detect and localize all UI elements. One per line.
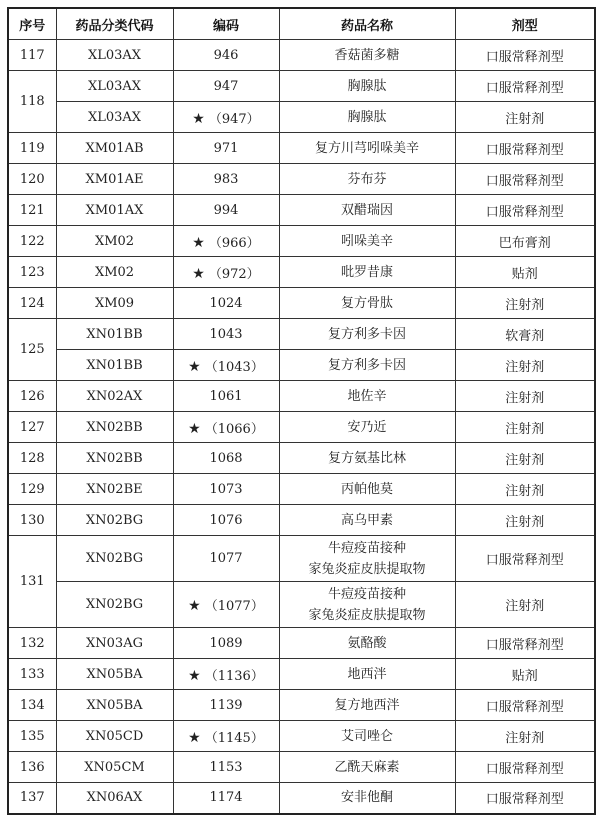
code-value: 1174: [209, 790, 243, 806]
cell-seq: 130: [8, 505, 56, 536]
drug-name-line: 氨酪酸: [347, 635, 387, 651]
cell-drug-name: [279, 412, 455, 443]
table-row: [8, 721, 595, 752]
drug-name-line: 复方利多卡因: [327, 357, 406, 373]
table-row: [8, 319, 595, 350]
star-icon: ★: [188, 729, 201, 746]
cell-class-code: XM09: [56, 288, 173, 319]
cell-dosage-form: 注射剂: [455, 505, 595, 536]
code-value: 1077: [209, 551, 243, 566]
cell-code: [173, 474, 279, 505]
cell-class-code: XL03AX: [56, 71, 173, 102]
code-value: （966）: [208, 235, 260, 251]
cell-class-code: XL03AX: [56, 102, 173, 133]
table-row: [8, 102, 595, 133]
drug-name-line: 艾司唑仑: [340, 728, 393, 744]
header-dosage-form: 剂型: [455, 8, 595, 40]
cell-drug-name: [279, 381, 455, 412]
cell-class-code: XM02: [56, 226, 173, 257]
cell-seq: 132: [8, 628, 56, 659]
cell-drug-name: [279, 783, 455, 814]
drug-name-line: 牛痘疫苗接种: [327, 540, 406, 556]
cell-seq: 123: [8, 257, 56, 288]
table-row: [8, 288, 595, 319]
cell-code: [173, 443, 279, 474]
cell-drug-name: [279, 474, 455, 505]
cell-dosage-form: 口服常释剂型: [455, 40, 595, 71]
cell-seq: 119: [8, 133, 56, 164]
star-icon: ★: [188, 358, 201, 375]
cell-drug-name: [279, 659, 455, 690]
code-value: （1066）: [204, 421, 264, 437]
cell-code: [173, 102, 279, 133]
cell-code: [173, 690, 279, 721]
code-value: 1139: [209, 697, 243, 713]
cell-seq: 136: [8, 752, 56, 783]
cell-drug-name: [279, 133, 455, 164]
table-row: [8, 628, 595, 659]
cell-seq: 122: [8, 226, 56, 257]
star-icon: ★: [188, 420, 201, 437]
table-row: [8, 40, 595, 71]
cell-drug-name: [279, 350, 455, 381]
cell-code: [173, 40, 279, 71]
table-row: [8, 690, 595, 721]
header-seq: 序号: [8, 8, 56, 40]
cell-code: [173, 257, 279, 288]
code-value: （1077）: [204, 599, 264, 614]
cell-class-code: XL03AX: [56, 40, 173, 71]
cell-class-code: XN02BB: [56, 412, 173, 443]
cell-class-code: XM01AE: [56, 164, 173, 195]
cell-drug-name: [279, 690, 455, 721]
cell-dosage-form: 口服常释剂型: [455, 536, 595, 582]
cell-code: [173, 628, 279, 659]
table-row: [8, 536, 595, 582]
cell-code: [173, 659, 279, 690]
cell-class-code: XM01AB: [56, 133, 173, 164]
table-row: [8, 505, 595, 536]
cell-dosage-form: 贴剂: [455, 257, 595, 288]
drug-name-line: 复方川芎吲哚美辛: [314, 140, 419, 156]
drug-name-line: 胸腺肽: [347, 109, 387, 125]
code-value: 983: [213, 171, 239, 187]
code-value: （1043）: [204, 359, 264, 375]
drug-name-line: 家兔炎症皮肤提取物: [308, 561, 426, 577]
cell-code: [173, 783, 279, 814]
cell-seq: 120: [8, 164, 56, 195]
cell-class-code: XN05CM: [56, 752, 173, 783]
cell-code: [173, 505, 279, 536]
code-value: 1073: [209, 481, 243, 497]
drug-name-line: 地西泮: [347, 666, 387, 682]
cell-dosage-form: 口服常释剂型: [455, 133, 595, 164]
cell-class-code: XN02BG: [56, 582, 173, 628]
cell-dosage-form: 注射剂: [455, 381, 595, 412]
cell-dosage-form: 注射剂: [455, 474, 595, 505]
cell-dosage-form: 口服常释剂型: [455, 628, 595, 659]
cell-seq: 137: [8, 783, 56, 814]
code-value: 1068: [209, 450, 243, 466]
cell-drug-name: [279, 102, 455, 133]
cell-code: [173, 412, 279, 443]
drug-name-line: 香菇菌多糖: [334, 47, 400, 63]
code-value: 1024: [209, 295, 243, 311]
table-row: [8, 350, 595, 381]
cell-seq: 134: [8, 690, 56, 721]
star-icon: ★: [192, 110, 205, 127]
header-class-code: 药品分类代码: [56, 8, 173, 40]
cell-class-code: XN05BA: [56, 659, 173, 690]
cell-dosage-form: 注射剂: [455, 443, 595, 474]
cell-seq: 133: [8, 659, 56, 690]
cell-class-code: XN02BE: [56, 474, 173, 505]
cell-drug-name: [279, 40, 455, 71]
cell-dosage-form: 巴布膏剂: [455, 226, 595, 257]
drug-name-line: 安乃近: [347, 419, 387, 435]
cell-drug-name: [279, 505, 455, 536]
cell-code: [173, 350, 279, 381]
header-code: 编码: [173, 8, 279, 40]
cell-drug-name: [279, 226, 455, 257]
cell-drug-name: [279, 443, 455, 474]
table-row: [8, 257, 595, 288]
cell-class-code: XN02AX: [56, 381, 173, 412]
cell-dosage-form: 贴剂: [455, 659, 595, 690]
cell-class-code: XN02BG: [56, 505, 173, 536]
cell-class-code: XN02BB: [56, 443, 173, 474]
cell-seq: 117: [8, 40, 56, 71]
cell-class-code: XM02: [56, 257, 173, 288]
table-row: [8, 71, 595, 102]
drug-name-line: 丙帕他莫: [340, 481, 393, 497]
table-row: [8, 474, 595, 505]
cell-dosage-form: 注射剂: [455, 102, 595, 133]
cell-code: [173, 71, 279, 102]
cell-dosage-form: 口服常释剂型: [455, 783, 595, 814]
code-value: （1145）: [204, 730, 264, 746]
code-value: 946: [213, 47, 239, 63]
drug-name-line: 安非他酮: [340, 790, 393, 806]
table-row: [8, 783, 595, 814]
cell-seq: 131: [8, 536, 56, 628]
cell-dosage-form: 注射剂: [455, 721, 595, 752]
code-value: （1136）: [204, 668, 264, 684]
drug-name-line: 牛痘疫苗接种: [327, 586, 406, 602]
code-value: 1089: [209, 635, 243, 651]
cell-code: [173, 536, 279, 582]
cell-code: [173, 164, 279, 195]
cell-seq: 125: [8, 319, 56, 381]
drug-name-line: 复方地西泮: [334, 697, 400, 713]
drug-name-line: 吲哚美辛: [340, 233, 393, 249]
drug-name-line: 吡罗昔康: [340, 264, 393, 280]
table-row: [8, 659, 595, 690]
cell-class-code: XM01AX: [56, 195, 173, 226]
cell-seq: 127: [8, 412, 56, 443]
code-value: （972）: [208, 266, 260, 282]
drug-name-line: 复方骨肽: [340, 295, 393, 311]
cell-class-code: XN06AX: [56, 783, 173, 814]
code-value: 947: [213, 78, 239, 94]
cell-drug-name: [279, 752, 455, 783]
drug-name-line: 双醋瑞因: [340, 202, 393, 218]
cell-class-code: XN01BB: [56, 350, 173, 381]
code-value: 1061: [209, 388, 243, 404]
cell-dosage-form: 注射剂: [455, 412, 595, 443]
drug-name-line: 高乌甲素: [340, 512, 393, 528]
drug-name-line: 复方利多卡因: [327, 326, 406, 342]
cell-dosage-form: 注射剂: [455, 288, 595, 319]
cell-drug-name: [279, 288, 455, 319]
cell-seq: 128: [8, 443, 56, 474]
table-body: [8, 40, 595, 814]
cell-drug-name: [279, 582, 455, 628]
cell-seq: 135: [8, 721, 56, 752]
drug-name-line: 胸腺肽: [347, 78, 387, 94]
cell-dosage-form: 软膏剂: [455, 319, 595, 350]
table-row: [8, 381, 595, 412]
drug-name-line: 芬布芬: [347, 171, 387, 187]
cell-code: [173, 752, 279, 783]
cell-drug-name: [279, 71, 455, 102]
cell-code: [173, 195, 279, 226]
cell-drug-name: [279, 319, 455, 350]
cell-code: [173, 319, 279, 350]
cell-seq: 124: [8, 288, 56, 319]
cell-code: [173, 133, 279, 164]
table-row: [8, 582, 595, 628]
cell-drug-name: [279, 536, 455, 582]
code-value: 1076: [209, 512, 243, 528]
table-row: [8, 443, 595, 474]
cell-code: [173, 226, 279, 257]
cell-code: [173, 381, 279, 412]
cell-class-code: XN05CD: [56, 721, 173, 752]
cell-dosage-form: 口服常释剂型: [455, 690, 595, 721]
cell-seq: 129: [8, 474, 56, 505]
cell-dosage-form: 口服常释剂型: [455, 752, 595, 783]
table-row: [8, 133, 595, 164]
code-value: 994: [213, 202, 239, 218]
cell-seq: 126: [8, 381, 56, 412]
drug-name-line: 家兔炎症皮肤提取物: [308, 607, 426, 623]
cell-drug-name: [279, 628, 455, 659]
cell-seq: 121: [8, 195, 56, 226]
star-icon: ★: [192, 265, 205, 282]
code-value: 1043: [209, 326, 243, 342]
cell-class-code: XN03AG: [56, 628, 173, 659]
star-icon: ★: [188, 667, 201, 684]
table-row: [8, 412, 595, 443]
table-row: [8, 752, 595, 783]
table-row: [8, 195, 595, 226]
star-icon: ★: [188, 598, 201, 614]
table-row: [8, 226, 595, 257]
code-value: 971: [213, 140, 239, 156]
cell-seq: 118: [8, 71, 56, 133]
star-icon: ★: [192, 234, 205, 251]
drug-name-line: 复方氨基比林: [327, 450, 406, 466]
code-value: 1153: [209, 759, 243, 775]
drug-catalog-table: [7, 7, 596, 815]
cell-code: [173, 288, 279, 319]
cell-drug-name: [279, 721, 455, 752]
cell-code: [173, 721, 279, 752]
cell-class-code: XN05BA: [56, 690, 173, 721]
code-value: （947）: [208, 111, 260, 127]
cell-drug-name: [279, 195, 455, 226]
drug-name-line: 地佐辛: [347, 388, 387, 404]
cell-drug-name: [279, 257, 455, 288]
cell-drug-name: [279, 164, 455, 195]
cell-dosage-form: 口服常释剂型: [455, 71, 595, 102]
table-row: [8, 164, 595, 195]
header-drug-name: 药品名称: [279, 8, 455, 40]
cell-class-code: XN02BG: [56, 536, 173, 582]
cell-dosage-form: 注射剂: [455, 582, 595, 628]
cell-class-code: XN01BB: [56, 319, 173, 350]
cell-dosage-form: 口服常释剂型: [455, 195, 595, 226]
cell-dosage-form: 口服常释剂型: [455, 164, 595, 195]
cell-dosage-form: 注射剂: [455, 350, 595, 381]
drug-name-line: 乙酰天麻素: [334, 759, 400, 775]
table-header: [8, 8, 595, 40]
cell-code: [173, 582, 279, 628]
